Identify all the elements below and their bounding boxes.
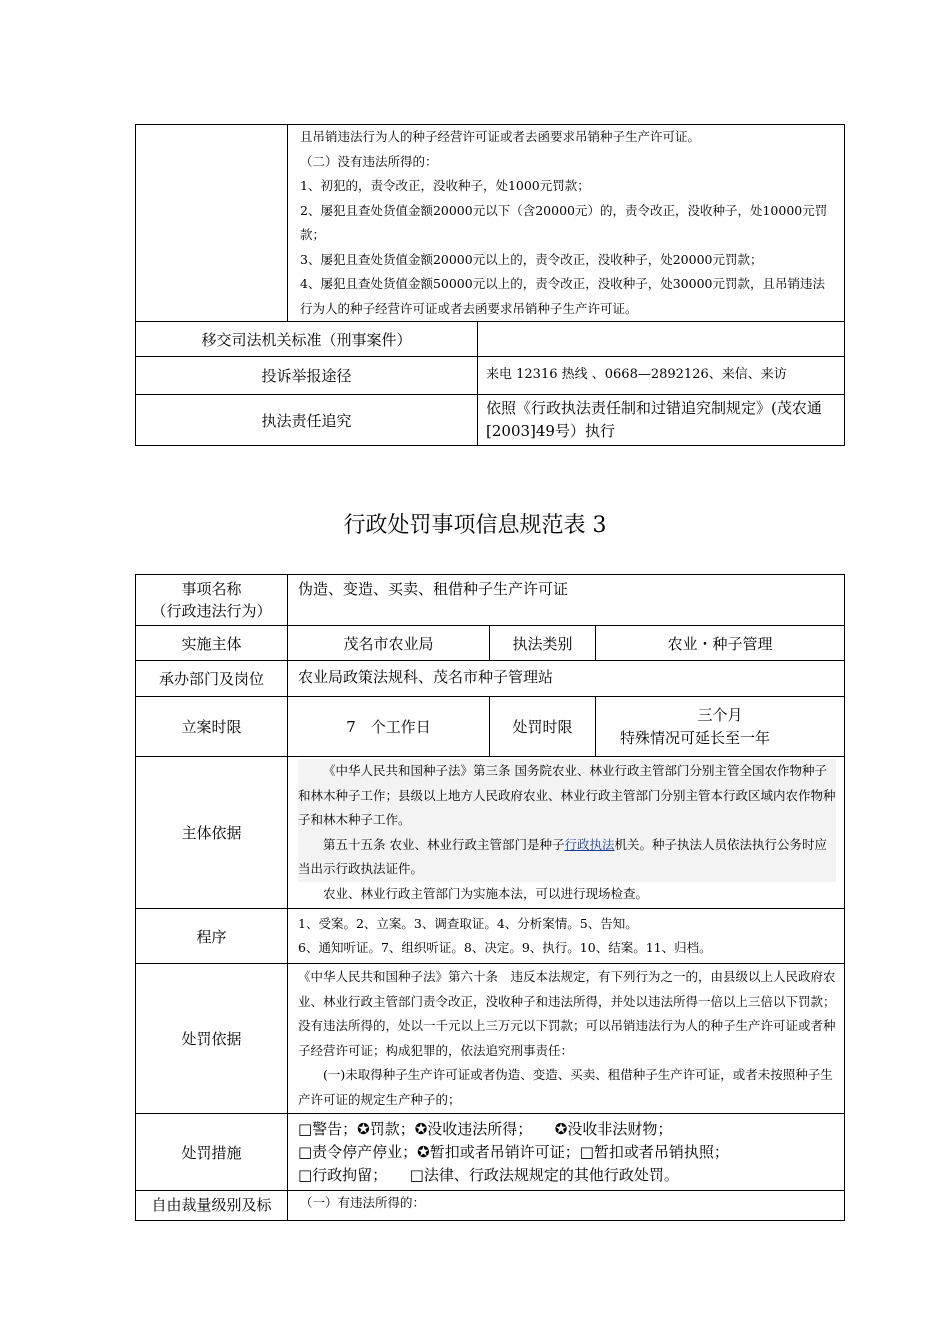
discretion-value: （一）有违法所得的： [288,1191,845,1221]
table-row [136,395,845,446]
liability-label: 执法责任追究 [136,395,478,446]
measures-line-3: □行政拘留； □法律、行政法规规定的其他行政处罚。 [298,1165,679,1184]
table-row [136,575,845,626]
item-name-value: 伪造、变造、买卖、租借种子生产许可证 [288,575,845,626]
basis-paragraph-1: 《中华人民共和国种子法》第三条 国务院农业、林业行政主管部门分别主管全国农作物种子和林木种子工作；县级以上地方人民政府农业、林业行政主管部门分别主管本行政区域内农作物种子和林木种子工作。 [298,759,836,833]
penalty-line: （二）没有违法所得的： [300,153,438,169]
item-name-label-1: 事项名称 [181,580,242,598]
subject-value: 茂名市农业局 [288,626,490,661]
procedure-line-2: 6、通知听证。7、组织听证。8、决定。9、执行。10、结案。11、归档。 [298,940,712,955]
table-row [136,697,845,757]
table-row [136,964,845,1114]
page-title: 行政处罚事项信息规范表 3 [343,513,607,538]
filing-label: 立案时限 [136,697,288,757]
penalty-basis-value [288,964,845,1114]
transfer-label: 移交司法机关标准（刑事案件） [136,322,478,357]
penalty-standards-cell [288,125,845,322]
penalty-basis-paragraph-2: (一)未取得种子生产许可证或者伪造、变造、买卖、租借种子生产许可证，或者未按照种子生产许可证的规定生产种子的； [298,1067,833,1107]
transfer-value [478,322,845,357]
measures-value [288,1114,845,1191]
table-row [136,661,845,697]
dept-value: 农业局政策法规科、茂名市种子管理站 [288,661,845,697]
procedure-label: 程序 [136,909,288,964]
complaint-label: 投诉举报途径 [136,357,478,395]
penalty-line: 4、屡犯且查处货值金额50000元以上的，责令改正，没收种子，处30000元罚款，且吊销违法行为人的种子经营许可证或者去函要求吊销种子生产许可证。 [300,276,825,316]
measures-line-1: □警告；✪罚款；✪没收违法所得； ✪没收非法财物； [298,1119,673,1138]
basis-label: 主体依据 [136,757,288,909]
table-2 [135,574,845,1221]
basis-paragraph-2-text: 第五十五条 农业、林业行政主管部门是种子 [323,836,565,852]
basis-paragraph-3: 农业、林业行政主管部门为实施本法，可以进行现场检查。 [323,885,649,901]
penalty-basis-paragraph-1: 《中华人民共和国种子法》第六十条 违反本法规定，有下列行为之一的，由县级以上人民政府农业、林业行政主管部门责令改正，没收种子和违法所得，并处以违法所得一倍以上三倍以下罚款；没有违法所得的，处以一千元以上三万元以下罚款；可以吊销违法行为人的种子生产许可证或者种子经营许可证；构成犯罪的，依法追究刑事责任： [298,969,836,1058]
complaint-value: 来电 12316 热线 、0668—2892126、来信、来访 [478,357,845,395]
table-row [136,626,845,661]
basis-paragraph-2-text-end: 机关。种子执法人员依法执行公务时应当出示行政执法证件。 [298,836,828,876]
procedure-value [288,909,845,964]
table-1 [135,124,845,446]
penalty-line: 1、初犯的，责令改正，没收种子，处1000元罚款； [300,178,590,193]
limit-value [596,697,845,757]
law-enforcement-link[interactable]: 行政执法 [564,836,615,852]
empty-label-cell [136,125,288,322]
discretion-label: 自由裁量级别及标 [136,1191,288,1221]
item-name-label [136,575,288,626]
penalty-line: 且吊销违法行为人的种子经营许可证或者去函要求吊销种子生产许可证。 [300,129,701,144]
penalty-line: 3、屡犯且查处货值金额20000元以上的，责令改正，没收种子，处20000元罚款； [300,251,763,267]
filing-value: 7 个工作日 [288,697,490,757]
subject-label: 实施主体 [136,626,288,661]
liability-value: 依照《行政执法责任制和过错追究制规定》(茂农通[2003]49号）执行 [478,395,845,446]
dept-label: 承办部门及岗位 [136,661,288,697]
procedure-line-1: 1、受案。2、立案。3、调查取证。4、分析案情。5、告知。 [298,915,638,931]
category-value: 农业・种子管理 [596,626,845,661]
basis-paragraph-2 [298,833,836,882]
table-row [136,757,845,909]
table-row [136,1114,845,1191]
limit-value-2: 特殊情况可延长至一年 [620,728,771,747]
table-row [136,322,845,357]
table-row [136,909,845,964]
basis-value [288,757,845,909]
limit-value-1: 三个月 [697,705,743,724]
table-row [136,125,845,322]
item-name-label-2: （行政违法行为） [151,602,272,620]
table-row [136,357,845,395]
penalty-basis-label: 处罚依据 [136,964,288,1114]
penalty-line: 2、屡犯且查处货值金额20000元以下（含20000元）的，责令改正，没收种子，处10000元罚款； [300,202,828,242]
category-label: 执法类别 [490,626,596,661]
measures-line-2: □责令停产停业；✪暂扣或者吊销许可证；□暂扣或者吊销执照； [298,1142,729,1161]
table-row [136,1191,845,1221]
measures-label: 处罚措施 [136,1114,288,1191]
limit-label: 处罚时限 [490,697,596,757]
